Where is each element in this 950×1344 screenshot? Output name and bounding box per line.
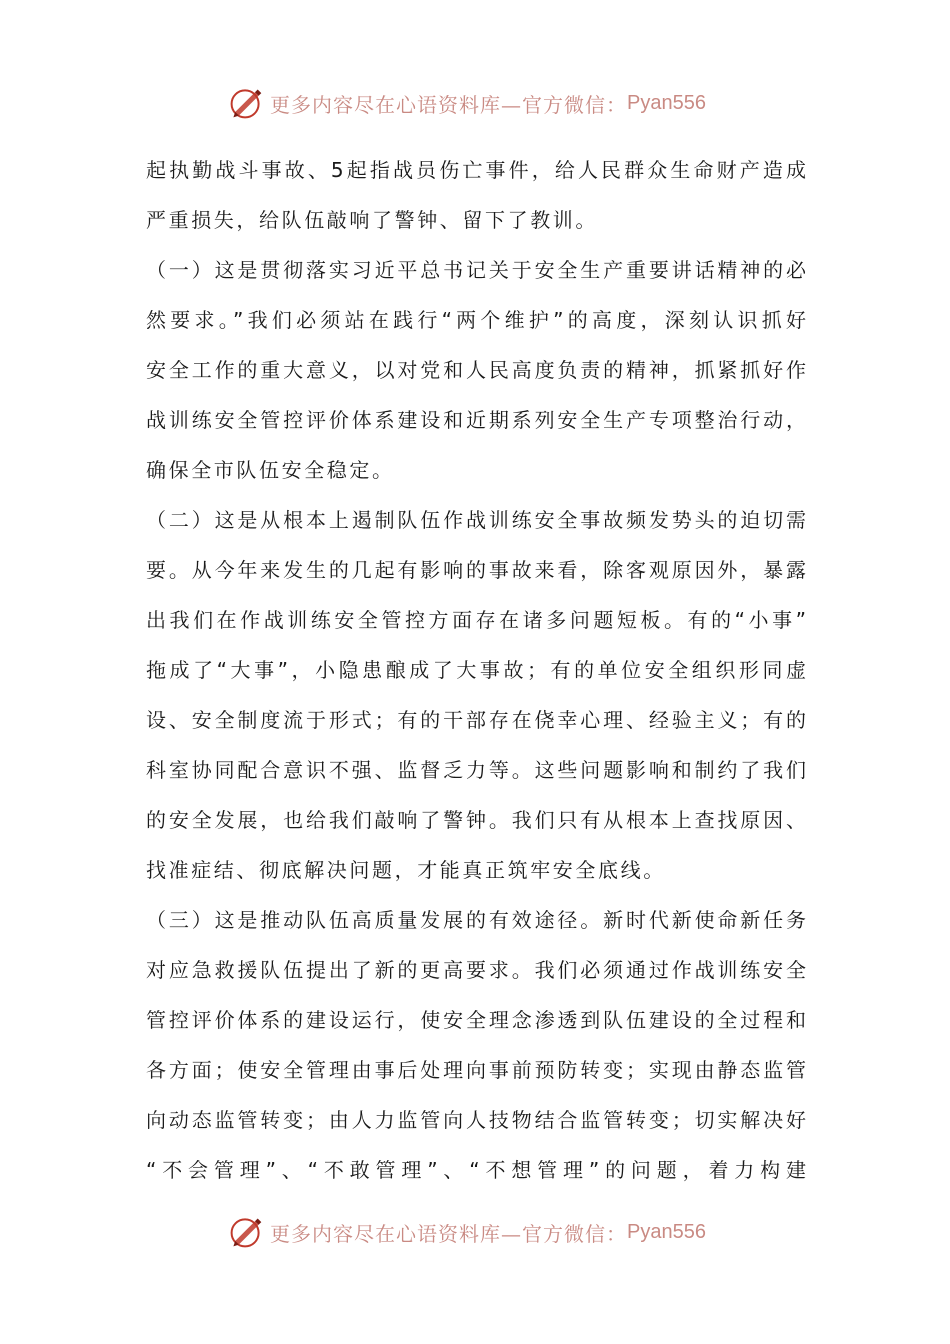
text-line: 确保全市队伍安全稳定。 [146,458,395,482]
text-line: （一）这是贯彻落实习近平总书记关于安全生产重要讲话精神的必 [146,258,806,282]
text-line: 找准症结、彻底解决问题，才能真正筑牢安全底线。 [146,858,666,882]
text-line: 起执勤战斗事故、5起指战员伤亡事件，给人民群众生命财产造成 [146,158,806,182]
text-line: （三）这是推动队伍高质量发展的有效途径。新时代新使命新任务 [146,908,806,932]
text-line: 对应急救援队伍提出了新的更高要求。我们必须通过作战训练安全 [146,958,806,982]
document-body [146,145,806,1195]
text-line: 拖成了“大事”，小隐患酿成了大事故；有的单位安全组织形同虚 [146,658,806,682]
pen-logo-icon [228,1214,264,1250]
pen-logo-icon [228,85,264,121]
watermark-wechat-id: Pyan556 [627,91,706,114]
header-watermark [228,83,706,123]
text-line: 严重损失，给队伍敲响了警钟、留下了教训。 [146,208,598,232]
text-line: 设、安全制度流于形式；有的干部存在侥幸心理、经验主义；有的 [146,708,806,732]
watermark-text: 更多内容尽在心语资料库—官方微信： [270,1221,627,1246]
text-line: 向动态监管转变；由人力监管向人技物结合监管转变；切实解决好 [146,1108,806,1132]
text-line: 安全工作的重大意义，以对党和人民高度负责的精神，抓紧抓好作 [146,358,806,382]
text-line: 然要求。”我们必须站在践行“两个维护”的高度，深刻认识抓好 [146,308,806,332]
footer-watermark [228,1212,706,1252]
text-line: 管控评价体系的建设运行，使安全理念渗透到队伍建设的全过程和 [146,1008,806,1032]
watermark-text: 更多内容尽在心语资料库—官方微信： [270,92,627,117]
text-line: 出我们在作战训练安全管控方面存在诸多问题短板。有的“小事” [146,608,806,632]
text-line: 要。从今年来发生的几起有影响的事故来看，除客观原因外，暴露 [146,558,806,582]
text-line: （二）这是从根本上遏制队伍作战训练安全事故频发势头的迫切需 [146,508,806,532]
text-line: 科室协同配合意识不强、监督乏力等。这些问题影响和制约了我们 [146,758,806,782]
text-line: 的安全发展，也给我们敲响了警钟。我们只有从根本上查找原因、 [146,808,806,832]
text-line: 各方面；使安全管理由事后处理向事前预防转变；实现由静态监管 [146,1058,806,1082]
text-line: “不会管理”、“不敢管理”、“不想管理”的问题，着力构建 [146,1158,806,1182]
text-line: 战训练安全管控评价体系建设和近期系列安全生产专项整治行动， [146,408,806,432]
watermark-wechat-id: Pyan556 [627,1220,706,1243]
